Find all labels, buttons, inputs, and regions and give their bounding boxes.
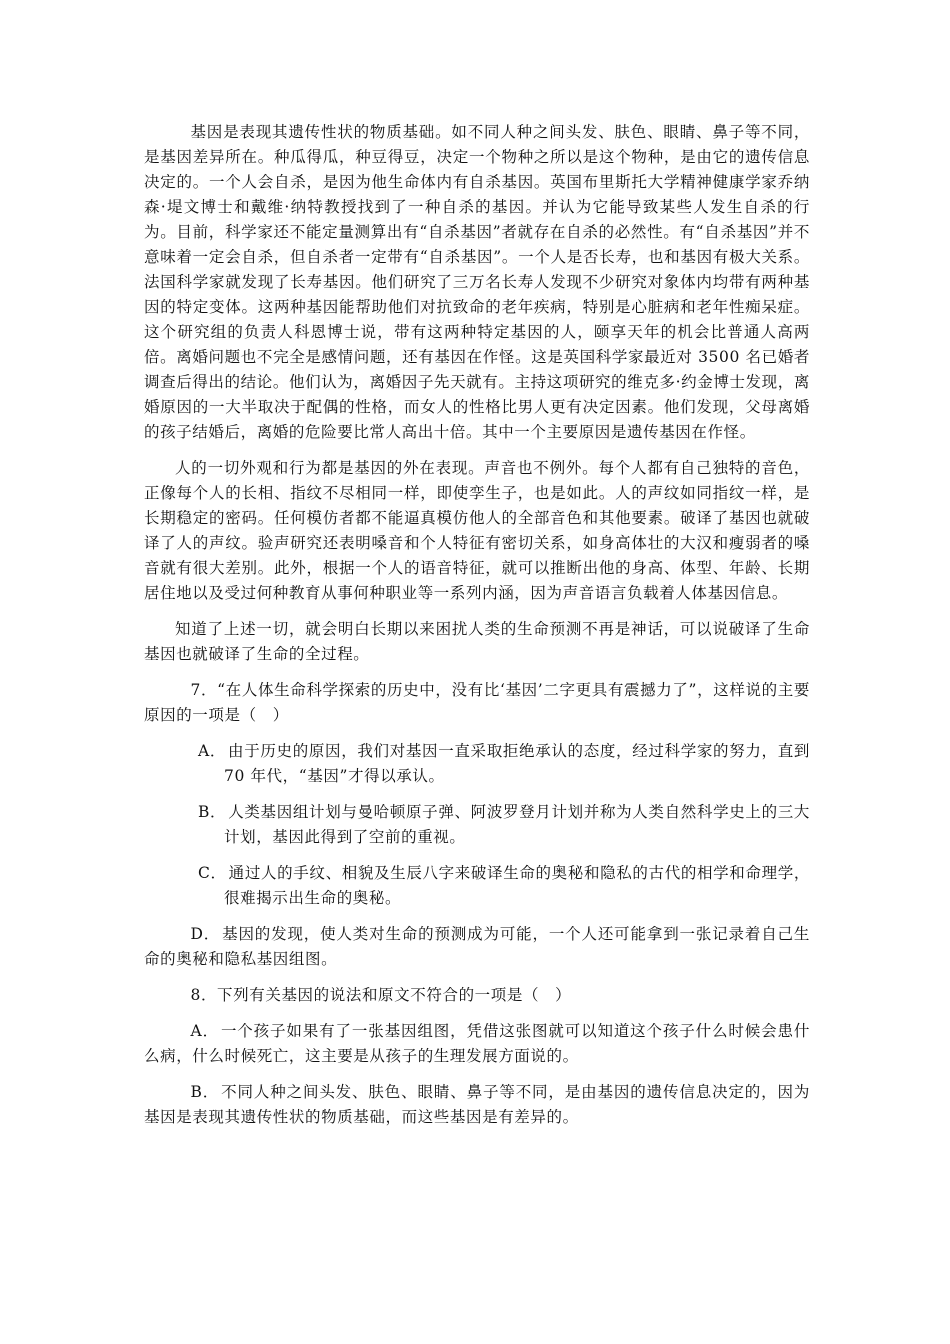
question-8-option-b [144, 1080, 810, 1130]
passage-paragraph-2: 人的一切外观和行为都是基因的外在表现。声音也不例外。每个人都有自己独特的音色，正像每个人的长相、指纹不尽相同一样，即使孪生子，也是如此。人的声纹如同指纹一样，是长期稳定的密码。任何模仿者都不能逼真模仿他人的全部音色和其他要素。破译了基因也就破译了人的声纹。验声研究还表明嗓音和个人特征有密切关系，如身高体壮的大汉和瘦弱者的嗓音就有很大差别。此外，根据一个人的语音特征，就可以推断出他的身高、体型、年龄、长期居住地以及受过何种教育从事何种职业等一系列内涵，因为声音语言负载着人体基因信息。 [144, 459, 810, 602]
option-text: 基因的发现，使人类对生命的预测成为可能，一个人还可能拿到一张记录着自己生命的奥秘和隐私基因组图。 [144, 925, 810, 968]
question-7-stem: 7．“在人体生命科学探索的历史中，没有比‘基因’二字更具有震撼力了”，这样说的主要原因的一项是（ ） [144, 681, 810, 724]
option-text: 由于历史的原因，我们对基因一直采取拒绝承认的态度，经过科学家的努力，直到 70 年代，“基因”才得以承认。 [224, 742, 810, 785]
question-7-option-b [144, 800, 810, 850]
document-page [144, 120, 810, 1141]
option-label: A． [198, 742, 227, 760]
question-8-stem: 8．下列有关基因的说法和原文不符合的一项是（ ） [190, 986, 572, 1004]
option-label: C． [198, 864, 227, 882]
question-8-option-a [144, 1019, 810, 1069]
option-label: B． [198, 803, 227, 821]
option-text: 通过人的手纹、相貌及生辰八字来破译生命的奥秘和隐私的古代的相学和命理学， 很难揭示出生命的奥秘。 [224, 864, 811, 907]
option-label: A． [190, 1022, 219, 1040]
option-text: 一个孩子如果有了一张基因组图，凭借这张图就可以知道这个孩子什么时候会患什么病，什么时候死亡，这主要是从孩子的生理发展方面说的。 [144, 1022, 810, 1065]
option-text: 不同人种之间头发、肤色、眼睛、鼻子等不同，是由基因的遗传信息决定的，因为基因是表现其遗传性状的物质基础，而这些基因是有差异的。 [144, 1083, 810, 1126]
question-7-option-d [144, 922, 810, 972]
option-text: 人类基因组计划与曼哈顿原子弹、阿波罗登月计划并称为人类自然科学史上的三大计划，基因此得到了空前的重视。 [224, 803, 810, 846]
question-7-option-c [144, 861, 810, 911]
passage-paragraph-1: 基因是表现其遗传性状的物质基础。如不同人种之间头发、肤色、眼睛、鼻子等不同，是基因差异所在。种瓜得瓜，种豆得豆，决定一个物种之所以是这个物种，是由它的遗传信息决定的。一个人会自杀，是因为他生命体内有自杀基因。英国布里斯托大学精神健康学家乔纳森·堤文博士和戴维·纳特教授找到了一种自杀的基因。并认为它能导致某些人发生自杀的行为。目前，科学家还不能定量测算出有“自杀基因”者就存在自杀的必然性。有“自杀基因”并不意味着一定会自杀，但自杀者一定带有“自杀基因”。一个人是否长寿，也和基因有极大关系。法国科学家就发现了长寿基因。他们研究了三万名长寿人发现不少研究对象体内均带有两种基因的特定变体。这两种基因能帮助他们对抗致命的老年疾病，特别是心脏病和老年性痴呆症。这个研究组的负责人科恩博士说，带有这两种特定基因的人，颐享天年的机会比普通人高两倍。离婚问题也不完全是感情问题，还有基因在作怪。这是英国科学家最近对 3500 名已婚者调查后得出的结论。他们认为，离婚因子先天就有。主持这项研究的维克多·约金博士发现，离婚原因的一大半取决于配偶的性格，而女人的性格比男人更有决定因素。他们发现，父母离婚的孩子结婚后，离婚的危险要比常人高出十倍。其中一个主要原因是遗传基因在作怪。 [144, 123, 810, 441]
passage-paragraph-3: 知道了上述一切，就会明白长期以来困扰人类的生命预测不再是神话，可以说破译了生命基因也就破译了生命的全过程。 [144, 620, 810, 663]
option-label: D． [190, 925, 221, 943]
question-7-option-a [144, 739, 810, 789]
option-label: B． [190, 1083, 220, 1101]
